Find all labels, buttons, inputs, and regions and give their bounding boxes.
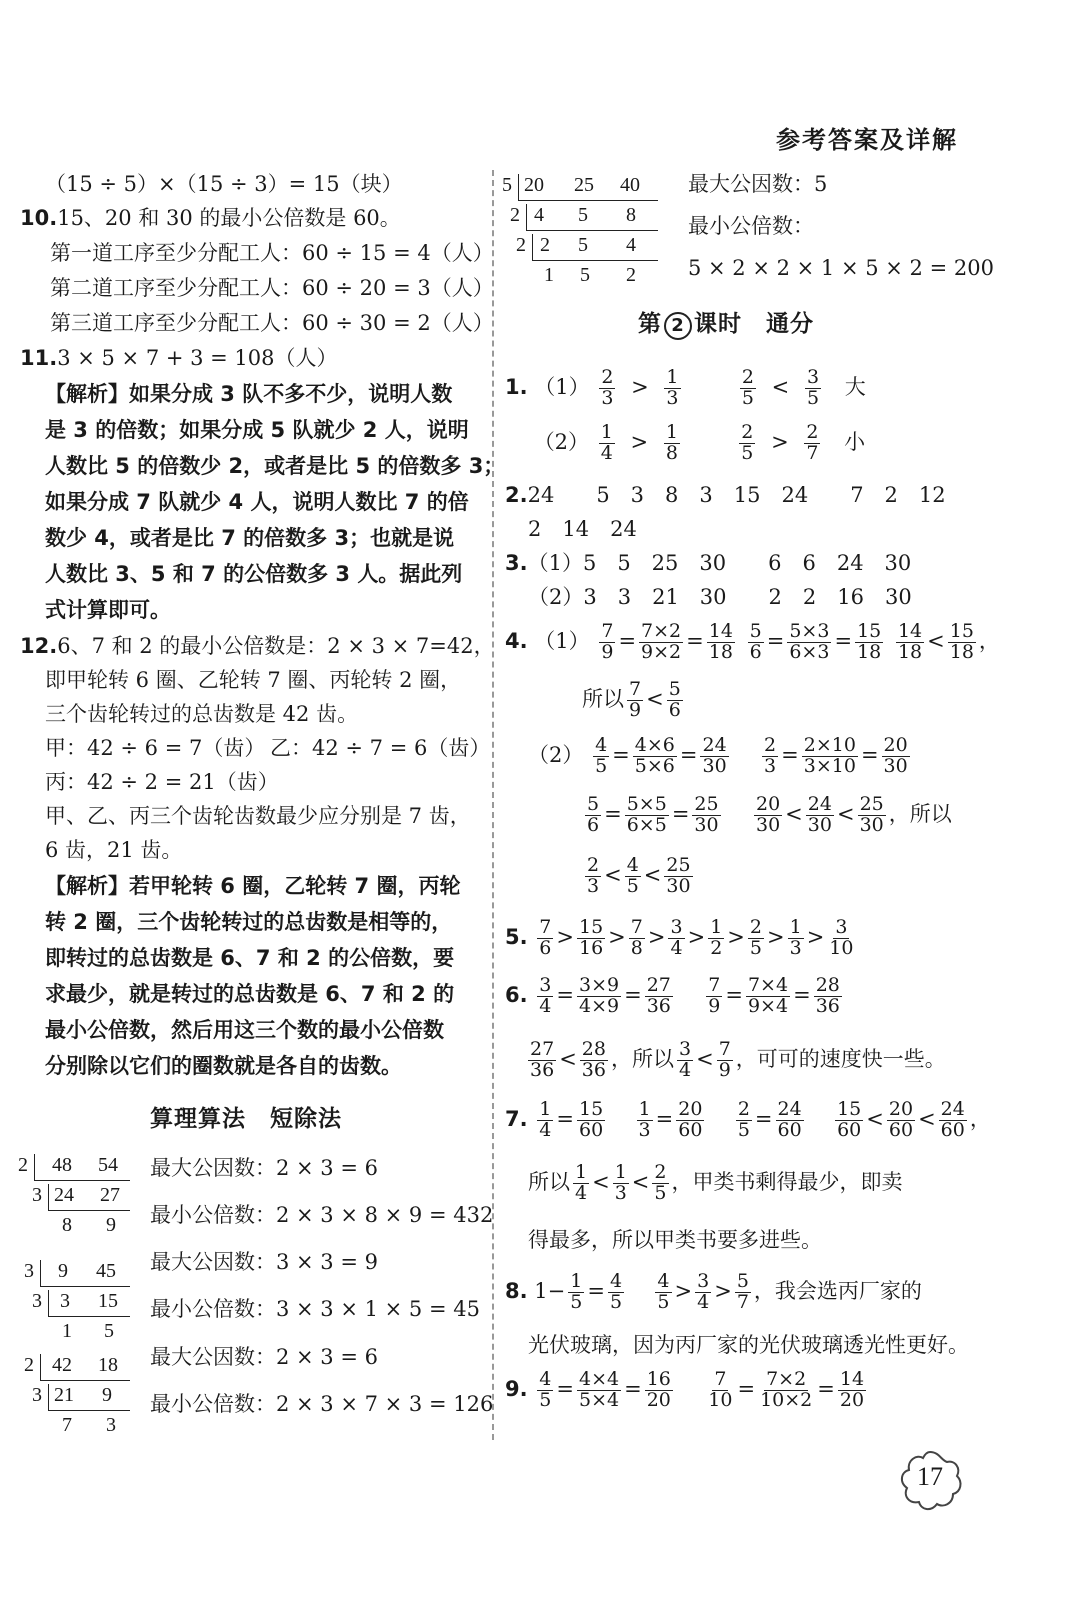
divisor: 5 <box>502 174 512 196</box>
answer-line: 三个齿轮转过的总齿数是 42 齿。 <box>45 702 359 726</box>
explanation-line: 【解析】如果分成 3 队不多不少，说明人数 <box>45 382 453 406</box>
fraction: $\frac{20}{60}$ <box>678 1098 703 1141</box>
short-division-4 <box>502 172 672 292</box>
equals: = <box>556 982 574 1007</box>
question-4-row2 <box>582 680 686 721</box>
question-5 <box>505 918 858 959</box>
fraction: $\frac{5}{7}$ <box>736 1270 749 1313</box>
fraction: $\frac{25}{30}$ <box>694 793 719 836</box>
comparison-sign: < <box>643 862 662 887</box>
answer-line: 光伏玻璃，因为丙厂家的光伏玻璃透光性更好。 <box>528 1333 969 1357</box>
question-2 <box>505 483 946 508</box>
comparison-sign: < <box>785 801 803 826</box>
question-7-row2 <box>528 1163 903 1204</box>
fraction: $\frac{15}{16}$ <box>578 916 604 959</box>
expression: 1− <box>534 1278 566 1303</box>
short-division-2 <box>18 1258 138 1348</box>
fraction: $\frac{25}{30}$ <box>859 793 884 836</box>
fraction: $\frac{2}{5}$ <box>749 916 762 959</box>
comparison-sign: > <box>556 924 574 949</box>
question-number: 12. <box>20 634 58 658</box>
quotient: 24 <box>54 1184 74 1206</box>
question-number: 11. <box>20 346 58 370</box>
question-8 <box>505 1272 922 1313</box>
equals: = <box>556 1106 574 1131</box>
fraction: $\frac{5\times 3}{6\times 3}$ <box>789 620 830 663</box>
fraction: $\frac{7\times 2}{10\times 2}$ <box>760 1368 813 1411</box>
fraction: $\frac{3}{4}$ <box>539 974 552 1017</box>
fraction: $\frac{7}{9}$ <box>629 678 642 721</box>
explanation-line: 即转过的总齿数是 6、7 和 2 的公倍数，要 <box>45 946 455 970</box>
equals: = <box>587 1278 605 1303</box>
conclusion-label: ，所以 <box>610 1046 674 1071</box>
divisor: 2 <box>510 204 520 226</box>
quotient: 2 <box>540 234 550 256</box>
answer-word: 小 <box>844 429 866 454</box>
question-7-row1 <box>505 1100 991 1141</box>
question-6-row1 <box>505 976 845 1017</box>
fraction: $\frac{7}{6}$ <box>539 916 552 959</box>
fraction: $\frac{4}{5}$ <box>657 1270 670 1313</box>
conclusion-label: 所以 <box>582 686 624 711</box>
comparison-sign: > <box>687 924 706 949</box>
gcd-line: 最大公因数：2 × 3 = 6 <box>150 1156 378 1180</box>
answer-line: 第一道工序至少分配工人：60 ÷ 15 = 4（人） <box>50 241 494 265</box>
explanation-line: 如果分成 7 队就少 4 人，说明人数比 7 的倍 <box>45 490 469 514</box>
short-division-3 <box>18 1352 138 1442</box>
fraction: $\frac{1}{3}$ <box>789 916 802 959</box>
answer-line: 丙：42 ÷ 2 = 21（齿） <box>45 770 279 794</box>
comparison-sign: < <box>696 1046 714 1071</box>
sub-label: （1） <box>534 628 590 653</box>
quotient: 7 <box>62 1414 72 1436</box>
fraction: $\frac{2}{5}$ <box>654 1161 667 1204</box>
sub-label: （1） <box>534 374 590 399</box>
comparison-sign: > <box>714 1278 732 1303</box>
fraction: $\frac{5}{6}$ <box>668 678 681 721</box>
equals: = <box>624 1376 642 1401</box>
equals: = <box>754 1106 773 1131</box>
comparison-sign: > <box>727 924 745 949</box>
equals: = <box>781 742 799 767</box>
dividend: 25 <box>574 174 594 196</box>
equals: = <box>618 628 637 653</box>
comparison-sign: > <box>608 924 626 949</box>
divisor: 2 <box>18 1154 28 1176</box>
fraction: $\frac{2\times 10}{3\times 10}$ <box>803 734 856 777</box>
comma: ， <box>969 1106 991 1131</box>
explanation-line: 数少 4，或者是比 7 的倍数多 3；也就是说 <box>45 526 455 550</box>
fraction: $\frac{14}{20}$ <box>839 1368 865 1411</box>
fraction: $\frac{27}{36}$ <box>530 1038 555 1081</box>
fraction: $\frac{1}{2}$ <box>710 916 723 959</box>
question-10 <box>20 206 401 231</box>
answer-line: 2 14 24 <box>528 517 637 541</box>
fraction: $\frac{4}{5}$ <box>609 1270 623 1313</box>
equals: = <box>793 982 811 1007</box>
question-number: 10. <box>20 206 58 230</box>
dividend: 20 <box>524 174 544 196</box>
quotient: 8 <box>62 1214 72 1236</box>
comparison-sign: > <box>771 429 789 454</box>
question-4-row5 <box>582 856 696 897</box>
divisor: 3 <box>32 1384 42 1406</box>
answer-line: 第二道工序至少分配工人：60 ÷ 20 = 3（人） <box>50 276 494 300</box>
equals: = <box>686 628 704 653</box>
comparison-sign: > <box>630 429 649 454</box>
equals: = <box>834 628 853 653</box>
dividend: 54 <box>98 1154 118 1176</box>
fraction: $\frac{28}{36}$ <box>815 974 840 1017</box>
equals: = <box>556 1376 574 1401</box>
divisor: 3 <box>24 1260 34 1282</box>
fraction: $\frac{7}{9}$ <box>718 1038 731 1081</box>
explanation-line: 【解析】若甲轮转 6 圈，乙轮转 7 圈，丙轮 <box>45 874 461 898</box>
comma: ， <box>978 628 1000 653</box>
page-number: 17 <box>917 1462 943 1491</box>
section-title <box>638 305 814 340</box>
answer-line: 即甲轮转 6 圈、乙轮转 7 圈、丙轮转 2 圈， <box>45 668 462 692</box>
fraction: $\frac{2}{5}$ <box>737 1098 750 1141</box>
fraction: $\frac{7\times 2}{9\times 2}$ <box>641 620 682 663</box>
question-4-row3 <box>528 736 913 777</box>
quotient: 1 <box>62 1320 72 1342</box>
dividend: 48 <box>52 1154 72 1176</box>
question-number: 3. <box>505 551 528 575</box>
lcm-line: 最小公倍数：2 × 3 × 7 × 3 = 126 <box>150 1392 494 1416</box>
dividend: 18 <box>98 1354 118 1376</box>
explanation-line: 人数比 3、5 和 7 的公倍数多 3 人。据此列 <box>45 562 463 586</box>
fraction: $\frac{2}{3}$ <box>764 734 777 777</box>
section-title: 算理算法 短除法 <box>150 1106 342 1132</box>
comparison-sign: < <box>771 374 790 399</box>
section-title-suffix: 课时 通分 <box>694 311 814 337</box>
answer-text: ，我会选丙厂家的 <box>753 1278 922 1303</box>
quotient: 27 <box>100 1184 120 1206</box>
question-number: 6. <box>505 982 528 1007</box>
fraction: $\frac{14}{18}$ <box>708 620 733 663</box>
fraction: $\frac{3}{4}$ <box>697 1270 710 1313</box>
fraction: $\frac{7}{8}$ <box>630 916 643 959</box>
conclusion-label: ，所以 <box>888 801 952 826</box>
answer-word: 大 <box>844 374 866 399</box>
fraction: $\frac{5\times 5}{6\times 5}$ <box>626 793 667 836</box>
fraction: $\frac{1}{4}$ <box>539 1098 552 1141</box>
fraction: $\frac{4\times 6}{5\times 6}$ <box>634 734 675 777</box>
short-division-1 <box>18 1152 138 1242</box>
fraction: $\frac{28}{36}$ <box>581 1038 606 1081</box>
fraction: $\frac{20}{60}$ <box>888 1098 914 1141</box>
page-number-badge <box>895 1448 965 1518</box>
comparison-sign: > <box>766 924 785 949</box>
lcm-line: 最小公倍数：2 × 3 × 8 × 9 = 432 <box>150 1203 494 1227</box>
equals: = <box>725 982 743 1007</box>
fraction: $\frac{7}{9}$ <box>601 620 614 663</box>
fraction: $\frac{1}{4}$ <box>575 1161 588 1204</box>
fraction: $\frac{3}{4}$ <box>678 1038 692 1081</box>
fraction: $\frac{2}{3}$ <box>587 854 600 897</box>
question-12 <box>20 634 495 659</box>
answer-line: （2）3 3 21 30 2 2 16 30 <box>528 585 912 609</box>
fraction: $\frac{1}{4}$ <box>600 421 613 464</box>
fraction: $\frac{4}{5}$ <box>626 854 639 897</box>
section-title-prefix: 第 <box>638 311 662 337</box>
answer-text: 24 5 3 8 3 15 24 7 2 12 <box>527 483 946 507</box>
comparison-sign: > <box>647 924 666 949</box>
comparison-sign: > <box>674 1278 693 1303</box>
fraction: $\frac{20}{30}$ <box>755 793 781 836</box>
answer-text: ，甲类书剩得最少，即卖 <box>671 1169 903 1194</box>
question-9 <box>505 1370 869 1411</box>
answer-text: 3 × 5 × 7 + 3 = 108（人） <box>57 346 338 370</box>
quotient: 1 <box>544 264 554 286</box>
fraction: $\frac{7}{10}$ <box>708 1368 733 1411</box>
question-number: 5. <box>505 924 528 949</box>
fraction: $\frac{2}{3}$ <box>601 366 614 409</box>
dividend: 40 <box>620 174 640 196</box>
fraction: $\frac{3}{5}$ <box>806 366 820 409</box>
comparison-sign: < <box>918 1106 936 1131</box>
fraction: $\frac{2}{5}$ <box>741 421 754 464</box>
quotient: 9 <box>106 1214 116 1236</box>
equals: = <box>766 628 785 653</box>
fraction: $\frac{1}{3}$ <box>666 366 679 409</box>
fraction: $\frac{1}{3}$ <box>638 1098 651 1141</box>
column-divider <box>492 170 494 1440</box>
question-11 <box>20 346 338 371</box>
question-1-row2 <box>505 423 865 464</box>
fraction: $\frac{1}{3}$ <box>614 1161 627 1204</box>
fraction: $\frac{7\times 4}{9\times 4}$ <box>747 974 789 1017</box>
quotient: 8 <box>626 204 636 226</box>
fraction: $\frac{2}{5}$ <box>741 366 754 409</box>
gcd-line: 最大公因数：3 × 3 = 9 <box>150 1250 378 1274</box>
comparison-sign: < <box>866 1106 884 1131</box>
answer-text: （1）5 5 25 30 6 6 24 30 <box>527 551 912 575</box>
equals: = <box>679 742 698 767</box>
equals: = <box>655 1106 674 1131</box>
question-number: 9. <box>505 1376 528 1401</box>
dividend: 45 <box>96 1260 116 1282</box>
explanation-line: 式计算即可。 <box>45 598 171 622</box>
fraction: $\frac{5}{6}$ <box>749 620 762 663</box>
question-number: 4. <box>505 628 528 653</box>
question-number: 8. <box>505 1278 528 1303</box>
divisor: 3 <box>32 1184 42 1206</box>
equals: = <box>604 801 622 826</box>
fraction: $\frac{3}{4}$ <box>670 916 683 959</box>
lcm-line: 最小公倍数： <box>688 214 814 238</box>
explanation-line: 人数比 5 的倍数少 2，或者是比 5 的倍数多 3； <box>45 454 505 478</box>
answer-line: 甲、乙、丙三个齿轮齿数最少应分别是 7 齿， <box>45 804 471 828</box>
question-number: 1. <box>505 374 528 399</box>
lcm-calc: 5 × 2 × 2 × 1 × 5 × 2 = 200 <box>688 256 994 280</box>
fraction: $\frac{1}{8}$ <box>665 421 678 464</box>
fraction: $\frac{4\times 4}{5\times 4}$ <box>578 1368 620 1411</box>
fraction: $\frac{15}{60}$ <box>837 1098 862 1141</box>
fraction: $\frac{24}{60}$ <box>777 1098 802 1141</box>
divisor: 2 <box>24 1354 34 1376</box>
question-1-row1 <box>505 368 866 409</box>
question-3 <box>505 551 911 576</box>
fraction: $\frac{15}{18}$ <box>949 620 974 663</box>
fraction: $\frac{15}{60}$ <box>578 1098 604 1141</box>
explanation-line: 最小公倍数，然后用这三个数的最小公倍数 <box>45 1018 444 1042</box>
explanation-line: 分别除以它们的圈数就是各自的齿数。 <box>45 1054 402 1078</box>
fraction: $\frac{4}{5}$ <box>595 734 608 777</box>
comparison-sign: < <box>604 862 622 887</box>
comparison-sign: > <box>631 374 649 399</box>
quotient: 15 <box>98 1290 118 1312</box>
quotient: 5 <box>580 264 590 286</box>
fraction: $\frac{4}{5}$ <box>539 1368 552 1411</box>
conclusion-label: 所以 <box>528 1169 570 1194</box>
comparison-sign: < <box>592 1169 610 1194</box>
quotient: 3 <box>106 1414 116 1436</box>
lesson-number-circle: 2 <box>664 312 692 340</box>
fraction: $\frac{24}{30}$ <box>702 734 727 777</box>
comparison-sign: < <box>836 801 855 826</box>
equals: = <box>671 801 690 826</box>
comparison-sign: > <box>806 924 825 949</box>
quotient: 2 <box>626 264 636 286</box>
answer-line: （15 ÷ 5）×（15 ÷ 3）= 15（块） <box>45 172 403 196</box>
fraction: $\frac{27}{36}$ <box>646 974 671 1017</box>
equals: = <box>817 1376 835 1401</box>
question-4-row1 <box>505 622 1000 663</box>
fraction: $\frac{14}{18}$ <box>897 620 923 663</box>
explanation-line: 转 2 圈，三个齿轮转过的总齿数是相等的， <box>45 910 453 934</box>
answer-text: 15、20 和 30 的最小公倍数是 60。 <box>57 206 401 230</box>
equals: = <box>737 1376 756 1401</box>
explanation-line: 是 3 的倍数；如果分成 5 队就少 2 人，说明 <box>45 418 469 442</box>
equals: = <box>612 742 630 767</box>
sub-label: （2） <box>533 429 590 454</box>
quotient: 3 <box>60 1290 70 1312</box>
answer-line: 乙：42 ÷ 7 = 6（齿） <box>270 736 491 760</box>
fraction: $\frac{7}{9}$ <box>708 974 721 1017</box>
dividend: 42 <box>52 1354 72 1376</box>
sub-label: （2） <box>528 742 584 767</box>
answer-line: 6 齿，21 齿。 <box>45 838 183 862</box>
gcd-line: 最大公因数：5 <box>688 172 828 196</box>
quotient: 5 <box>104 1320 114 1342</box>
fraction: $\frac{15}{18}$ <box>857 620 882 663</box>
header-title: 参考答案及详解 <box>776 126 958 154</box>
equals: = <box>624 982 642 1007</box>
fraction: $\frac{5}{6}$ <box>587 793 600 836</box>
comparison-sign: < <box>559 1046 577 1071</box>
equals: = <box>860 742 879 767</box>
answer-line: 得最多，所以甲类书要多进些。 <box>528 1228 822 1252</box>
comparison-sign: < <box>646 686 664 711</box>
comparison-sign: < <box>631 1169 650 1194</box>
explanation-line: 求最少，就是转过的总齿数是 6、7 和 2 的 <box>45 982 455 1006</box>
comparison-sign: < <box>927 628 945 653</box>
quotient: 4 <box>534 204 544 226</box>
quotient: 4 <box>626 234 636 256</box>
question-number: 7. <box>505 1106 528 1131</box>
dividend: 9 <box>58 1260 68 1282</box>
answer-text: 6、7 和 2 的最小公倍数是：2 × 3 × 7=42， <box>57 634 495 658</box>
divisor: 3 <box>32 1290 42 1312</box>
quotient: 5 <box>578 234 588 256</box>
fraction: $\frac{3\times 9}{4\times 9}$ <box>578 974 620 1017</box>
fraction: $\frac{16}{20}$ <box>646 1368 671 1411</box>
quotient: 21 <box>54 1384 74 1406</box>
lcm-line: 最小公倍数：3 × 3 × 1 × 5 = 45 <box>150 1297 480 1321</box>
fraction: $\frac{24}{30}$ <box>807 793 832 836</box>
fraction: $\frac{2}{7}$ <box>806 421 819 464</box>
quotient: 9 <box>102 1384 112 1406</box>
fraction: $\frac{20}{30}$ <box>883 734 908 777</box>
gcd-line: 最大公因数：2 × 3 = 6 <box>150 1345 378 1369</box>
fraction: $\frac{3}{10}$ <box>829 916 854 959</box>
answer-line: 甲：42 ÷ 6 = 7（齿） <box>45 736 266 760</box>
divisor: 2 <box>516 234 526 256</box>
fraction: $\frac{25}{30}$ <box>666 854 691 897</box>
answer-text: ，可可的速度快一些。 <box>735 1046 946 1071</box>
fraction: $\frac{1}{5}$ <box>570 1270 583 1313</box>
question-6-row2 <box>525 1040 946 1081</box>
quotient: 5 <box>578 204 588 226</box>
fraction: $\frac{24}{60}$ <box>940 1098 965 1141</box>
question-number: 2. <box>505 483 528 507</box>
answer-line: 第三道工序至少分配工人：60 ÷ 30 = 2（人） <box>50 311 494 335</box>
question-4-row4 <box>582 795 952 836</box>
